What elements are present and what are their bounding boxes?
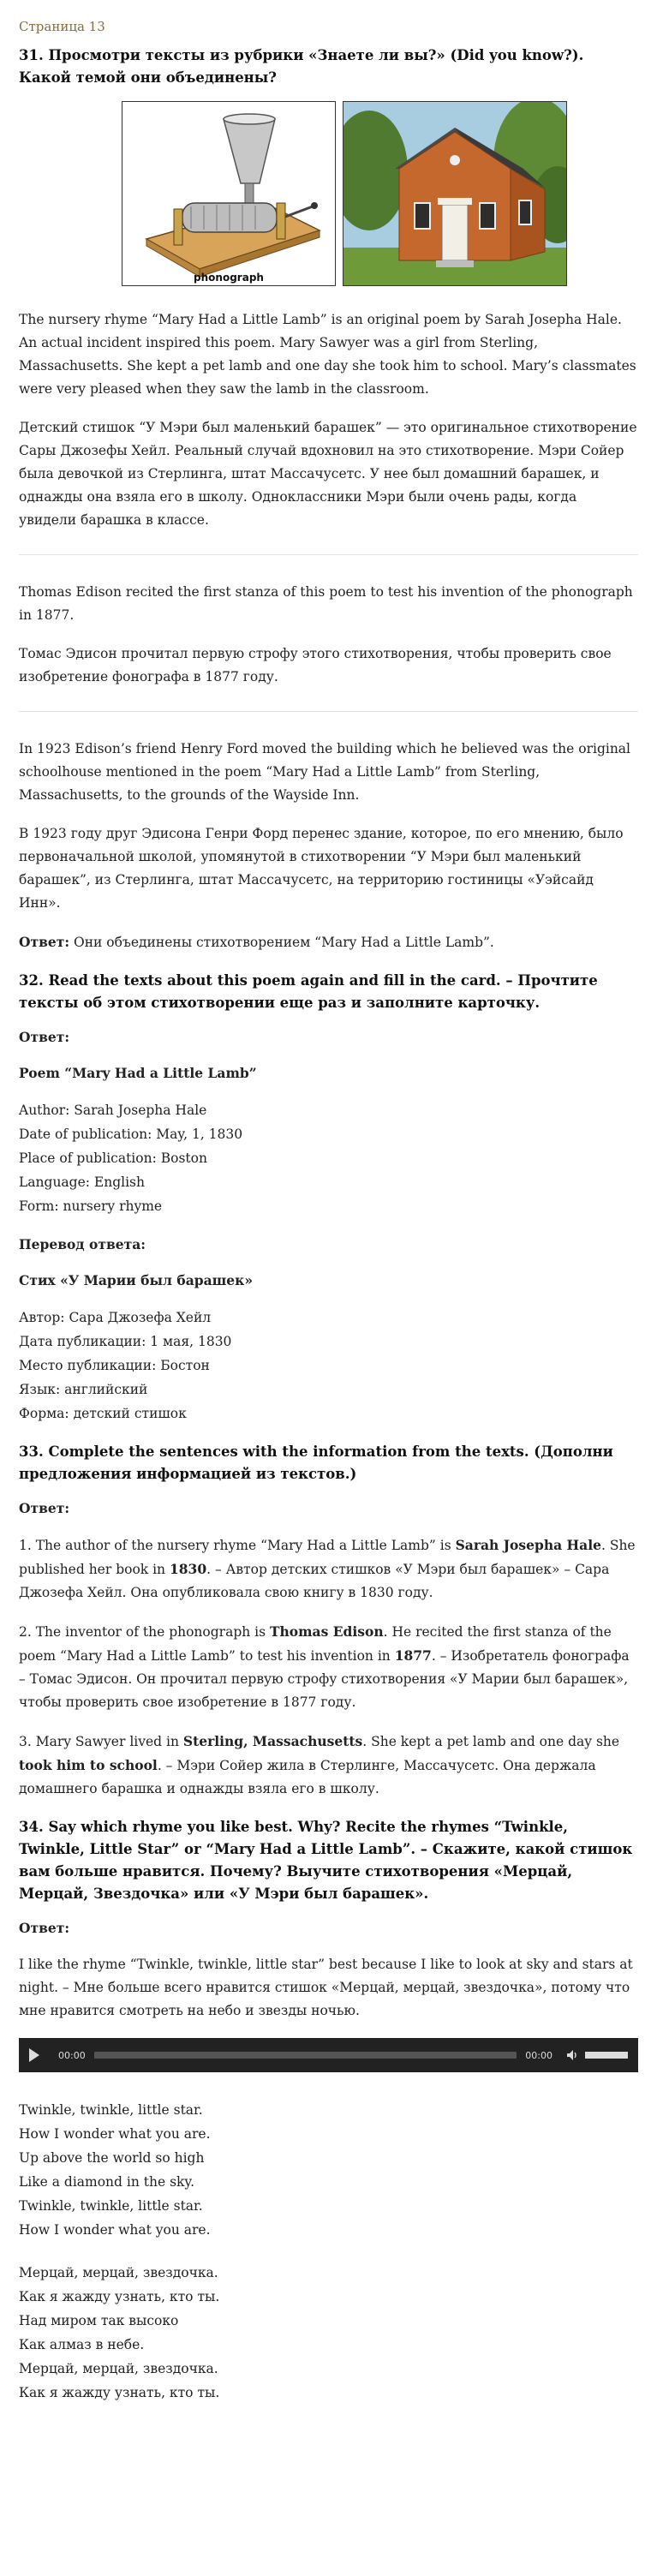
card-field: Автор: Сара Джозефа Хейл bbox=[19, 1310, 212, 1325]
sentence-1 bbox=[19, 1533, 638, 1605]
volume-slider[interactable] bbox=[585, 2052, 628, 2059]
text: . – Мэри Сойер жила в Стерлинге, Массачусетс. Она держала домашнего барашка и однажды взяла его в школу. bbox=[19, 1758, 596, 1796]
poem-line: Мерцай, мерцай, звездочка. bbox=[19, 2265, 218, 2280]
page-label: Страница 13 bbox=[19, 19, 105, 34]
audio-progress-bar[interactable] bbox=[94, 2052, 517, 2059]
highlight: 1877 bbox=[394, 1647, 432, 1664]
highlight: 1830 bbox=[169, 1561, 207, 1577]
poem-line: Над миром так высоко bbox=[19, 2313, 179, 2328]
highlight: Sarah Josepha Hale bbox=[455, 1537, 601, 1553]
card-ru-title: Стих «У Марии был барашек» bbox=[19, 1272, 254, 1288]
sentence-3 bbox=[19, 1730, 638, 1801]
poem-ru bbox=[19, 2261, 638, 2405]
paragraph-2-ru: Томас Эдисон прочитал первую строфу этого стихотворения, чтобы проверить свое изобретение фонографа в 1877 году. bbox=[19, 646, 612, 684]
text: . – Изобретатель фонографа – Томас Эдисон. Он прочитал первую строфу стихотворения «У Марии был барашек», чтобы проверить свое изобретение в 1877 году. bbox=[19, 1648, 630, 1710]
text: . She kept a pet lamb and one day she bbox=[362, 1734, 620, 1749]
play-icon[interactable] bbox=[29, 2048, 39, 2062]
card-title: Poem “Mary Had a Little Lamb” bbox=[19, 1065, 257, 1081]
poem-line: Как я жажду узнать, кто ты. bbox=[19, 2385, 220, 2400]
highlight: Sterling, Massachusetts bbox=[182, 1733, 363, 1749]
card-field: Дата публикации: 1 мая, 1830 bbox=[19, 1334, 232, 1349]
text: 3. Mary Sawyer lived in bbox=[19, 1734, 183, 1749]
text: . She published her book in bbox=[19, 1538, 636, 1577]
phonograph-drawing bbox=[122, 102, 335, 285]
schoolhouse-drawing bbox=[343, 102, 566, 285]
highlight: Thomas Edison bbox=[270, 1623, 384, 1640]
card-field: Form: nursery rhyme bbox=[19, 1198, 163, 1214]
poem-line: How I wonder what you are. bbox=[19, 2126, 211, 2142]
question-33-title: 33. Complete the sentences with the information from the texts. (Дополни предложения информацией из текстов.) bbox=[19, 1443, 613, 1482]
poem-en bbox=[19, 2098, 638, 2242]
volume-icon[interactable] bbox=[566, 2049, 578, 2061]
answer-text: Они объединены стихотворением “Mary Had a Little Lamb”. bbox=[69, 935, 494, 950]
poem-line: Like a diamond in the sky. bbox=[19, 2174, 195, 2190]
poem-line: Мерцай, мерцай, звездочка. bbox=[19, 2361, 218, 2376]
paragraph-1-ru: Детский стишок “У Мэри был маленький барашек” — это оригинальное стихотворение Сары Джозефы Хейл. Реальный случай вдохновил на это стихотворение. Мэри Сойер была девочкой из Стерлинга, штат Массачусетс. У нее был домашний барашек, и однажды она взяла его в школу. Одноклассники Мэри были очень рады, когда увидели барашка в классе. bbox=[19, 420, 637, 528]
paragraph-2-en: Thomas Edison recited the first stanza of this poem to test his invention of the phonograph in 1877. bbox=[19, 584, 633, 623]
poem-line: Twinkle, twinkle, little star. bbox=[19, 2102, 203, 2118]
card-field: Author: Sarah Josepha Hale bbox=[19, 1103, 207, 1118]
sentence-2 bbox=[19, 1620, 638, 1714]
card-en bbox=[19, 1098, 638, 1218]
paragraph-3-ru: В 1923 году друг Эдисона Генри Форд перенес здание, которое, по его мнению, было первоначальной школой, упомянутой в стихотворении “У Мэри был маленький барашек”, из Стерлинга, штат Массачусетс, на территорию гостиницы «Уэйсайд Инн». bbox=[19, 826, 624, 911]
text: . He recited the first stanza of the poem “Mary Had a Little Lamb” to test his invention in bbox=[19, 1624, 612, 1664]
card-field: Место публикации: Бостон bbox=[19, 1358, 210, 1373]
poem-line: Как алмаз в небе. bbox=[19, 2337, 145, 2352]
card-field: Date of publication: May, 1, 1830 bbox=[19, 1127, 243, 1142]
divider bbox=[19, 711, 638, 712]
audio-player bbox=[19, 2038, 638, 2072]
text: 1. The author of the nursery rhyme “Mary Had a Little Lamb” is bbox=[19, 1538, 456, 1553]
answer-label: Ответ: bbox=[19, 1029, 70, 1045]
card-field: Язык: английский bbox=[19, 1382, 148, 1397]
current-time: 00:00 bbox=[58, 2049, 86, 2061]
highlight: took him to school bbox=[19, 1757, 158, 1773]
card-field: Place of publication: Boston bbox=[19, 1151, 207, 1166]
duration: 00:00 bbox=[525, 2049, 552, 2061]
paragraph-1-en: The nursery rhyme “Mary Had a Little Lamb” is an original poem by Sarah Josepha Hale. An actual incident inspired this poem. Mary Sawyer was a girl from Sterling, Massachusetts. She kept a pet lamb and one day she took him to school. Mary’s classmates were very pleased when they saw the lamb in the classroom. bbox=[19, 312, 636, 397]
poem-line: Up above the world so high bbox=[19, 2150, 205, 2166]
poem-line: Как я жажду узнать, кто ты. bbox=[19, 2289, 220, 2304]
question-32-en: 32. Read the texts about this poem again and fill in the card. bbox=[19, 972, 501, 989]
schoolhouse-image bbox=[343, 101, 567, 286]
paragraph-3-en: In 1923 Edison’s friend Henry Ford moved the building which he believed was the original schoolhouse mentioned in the poem “Mary Had a Little Lamb” from Sterling, Massachusetts, to the grounds of the Wayside Inn. bbox=[19, 741, 630, 803]
poem-line: How I wonder what you are. bbox=[19, 2222, 211, 2238]
translation-label: Перевод ответа: bbox=[19, 1236, 146, 1252]
text: . – Автор детских стишков «У Мэри был барашек» – Сара Джозефа Хейл. Она опубликовала свою книгу в 1830 году. bbox=[19, 1562, 610, 1600]
card-field: Форма: детский стишок bbox=[19, 1406, 187, 1421]
phonograph-caption: phonograph bbox=[194, 272, 264, 284]
answer-31 bbox=[19, 930, 638, 954]
illustrations bbox=[79, 101, 610, 286]
question-32-ru: – Прочтите тексты об этом стихотворении еще раз и заполните карточку. bbox=[19, 972, 598, 1011]
card-ru bbox=[19, 1306, 638, 1425]
answer-label: Ответ: bbox=[19, 1920, 70, 1936]
card-field: Language: English bbox=[19, 1174, 145, 1190]
answer-label: Ответ: bbox=[19, 1500, 70, 1516]
answer-34-text: I like the rhyme “Twinkle, twinkle, little star” best because I like to look at sky and stars at night. – Мне больше всего нравится стишок «Мерцай, мерцай, звездочка», потому что мне нравится смотреть на небо и звезды ночью. bbox=[19, 1957, 633, 2018]
phonograph-image bbox=[122, 101, 336, 286]
text: 2. The inventor of the phonograph is bbox=[19, 1624, 270, 1640]
question-32-title bbox=[19, 970, 638, 1014]
question-34-title: 34. Say which rhyme you like best. Why? Recite the rhymes “Twinkle, Twinkle, Little Star” or “Mary Had a Little Lamb”. – Скажите, какой стишок вам больше нравится. Почему? Выучите стихотворения «Мерцай, Мерцай, Звездочка» или «У Мэри был барашек». bbox=[19, 1819, 633, 1902]
question-31-title: 31. Просмотри тексты из рубрики «Знаете ли вы?» (Did you know?). Какой темой они объединены? bbox=[19, 47, 584, 86]
answer-label: Ответ: bbox=[19, 934, 70, 950]
divider bbox=[19, 554, 638, 555]
poem-line: Twinkle, twinkle, little star. bbox=[19, 2198, 203, 2214]
